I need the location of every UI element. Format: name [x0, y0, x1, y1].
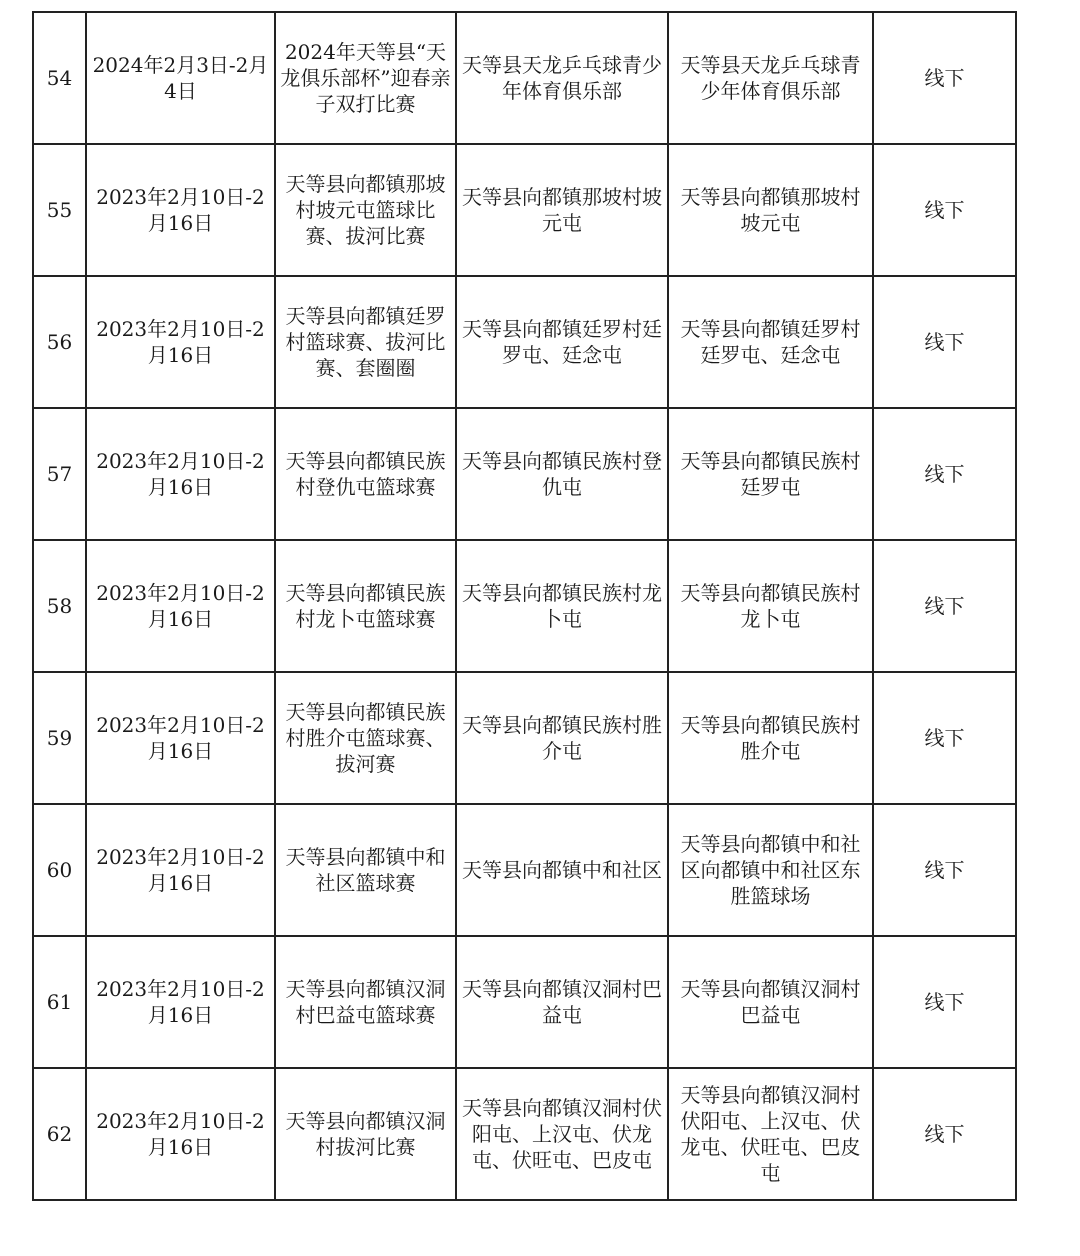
table-row — [33, 540, 1016, 672]
event-name: 天等县向都镇汉洞村巴益屯篮球赛 — [275, 936, 456, 1068]
event-venue: 天等县天龙乒乓球青少年体育俱乐部 — [668, 12, 873, 144]
event-organizer: 天等县向都镇民族村胜介屯 — [456, 672, 668, 804]
event-mode: 线下 — [873, 276, 1016, 408]
event-venue: 天等县向都镇民族村廷罗屯 — [668, 408, 873, 540]
event-name: 天等县向都镇廷罗村篮球赛、拔河比赛、套圈圈 — [275, 276, 456, 408]
event-organizer: 天等县向都镇民族村登仇屯 — [456, 408, 668, 540]
row-number: 60 — [33, 804, 86, 936]
table-row — [33, 276, 1016, 408]
event-name: 天等县向都镇民族村登仇屯篮球赛 — [275, 408, 456, 540]
event-name: 天等县向都镇那坡村坡元屯篮球比赛、拔河比赛 — [275, 144, 456, 276]
event-venue: 天等县向都镇汉洞村伏阳屯、上汉屯、伏龙屯、伏旺屯、巴皮屯 — [668, 1068, 873, 1200]
table-row — [33, 936, 1016, 1068]
event-venue: 天等县向都镇中和社区向都镇中和社区东胜篮球场 — [668, 804, 873, 936]
event-date: 2023年2月10日-2月16日 — [86, 1068, 275, 1200]
event-venue: 天等县向都镇民族村龙卜屯 — [668, 540, 873, 672]
event-venue: 天等县向都镇民族村胜介屯 — [668, 672, 873, 804]
row-number: 59 — [33, 672, 86, 804]
event-mode: 线下 — [873, 144, 1016, 276]
event-name: 2024年天等县“天龙俱乐部杯”迎春亲子双打比赛 — [275, 12, 456, 144]
event-mode: 线下 — [873, 936, 1016, 1068]
event-organizer: 天等县向都镇那坡村坡元屯 — [456, 144, 668, 276]
event-mode: 线下 — [873, 12, 1016, 144]
row-number: 58 — [33, 540, 86, 672]
event-mode: 线下 — [873, 1068, 1016, 1200]
event-organizer: 天等县向都镇汉洞村伏阳屯、上汉屯、伏龙屯、伏旺屯、巴皮屯 — [456, 1068, 668, 1200]
event-venue: 天等县向都镇汉洞村巴益屯 — [668, 936, 873, 1068]
table-row — [33, 804, 1016, 936]
event-date: 2023年2月10日-2月16日 — [86, 936, 275, 1068]
event-organizer: 天等县向都镇廷罗村廷罗屯、廷念屯 — [456, 276, 668, 408]
row-number: 56 — [33, 276, 86, 408]
event-mode: 线下 — [873, 672, 1016, 804]
event-venue: 天等县向都镇那坡村坡元屯 — [668, 144, 873, 276]
table-row — [33, 12, 1016, 144]
event-date: 2023年2月10日-2月16日 — [86, 408, 275, 540]
event-date: 2024年2月3日-2月4日 — [86, 12, 275, 144]
event-date: 2023年2月10日-2月16日 — [86, 276, 275, 408]
row-number: 61 — [33, 936, 86, 1068]
event-organizer: 天等县天龙乒乓球青少年体育俱乐部 — [456, 12, 668, 144]
row-number: 62 — [33, 1068, 86, 1200]
table-row — [33, 1068, 1016, 1200]
row-number: 55 — [33, 144, 86, 276]
event-name: 天等县向都镇中和社区篮球赛 — [275, 804, 456, 936]
event-mode: 线下 — [873, 804, 1016, 936]
event-date: 2023年2月10日-2月16日 — [86, 144, 275, 276]
table-row — [33, 144, 1016, 276]
event-mode: 线下 — [873, 408, 1016, 540]
event-name: 天等县向都镇民族村龙卜屯篮球赛 — [275, 540, 456, 672]
event-organizer: 天等县向都镇汉洞村巴益屯 — [456, 936, 668, 1068]
event-name: 天等县向都镇民族村胜介屯篮球赛、拔河赛 — [275, 672, 456, 804]
event-date: 2023年2月10日-2月16日 — [86, 672, 275, 804]
event-organizer: 天等县向都镇民族村龙卜屯 — [456, 540, 668, 672]
event-name: 天等县向都镇汉洞村拔河比赛 — [275, 1068, 456, 1200]
event-organizer: 天等县向都镇中和社区 — [456, 804, 668, 936]
event-mode: 线下 — [873, 540, 1016, 672]
event-date: 2023年2月10日-2月16日 — [86, 540, 275, 672]
event-venue: 天等县向都镇廷罗村廷罗屯、廷念屯 — [668, 276, 873, 408]
events-table — [32, 11, 1017, 1201]
table-row — [33, 672, 1016, 804]
row-number: 57 — [33, 408, 86, 540]
event-date: 2023年2月10日-2月16日 — [86, 804, 275, 936]
table-row — [33, 408, 1016, 540]
row-number: 54 — [33, 12, 86, 144]
